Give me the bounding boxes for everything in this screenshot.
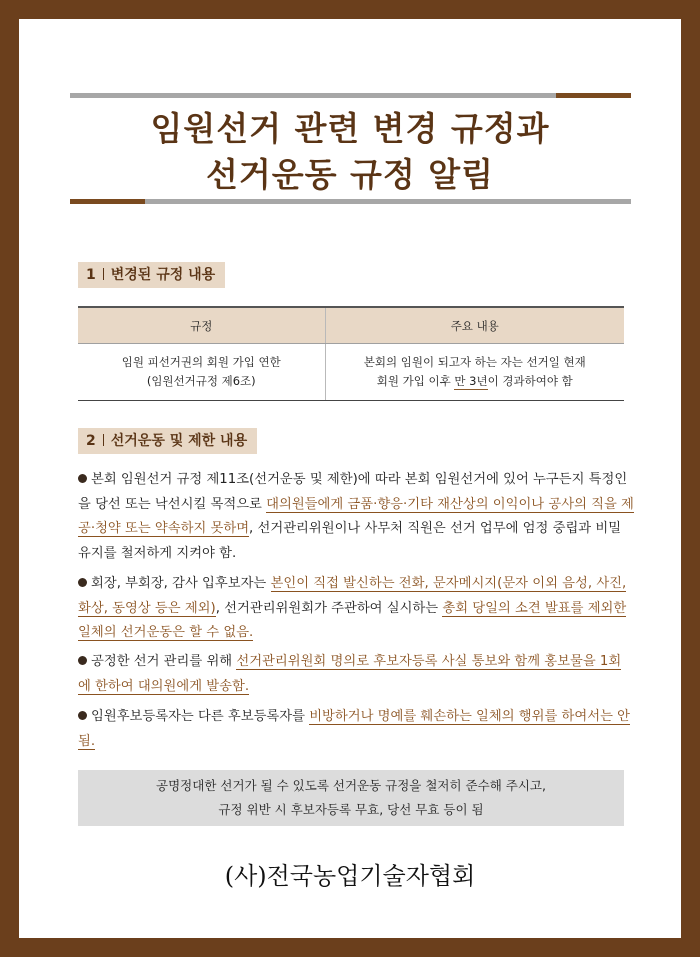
section-2-heading [78, 428, 257, 454]
bullet-1-text-a: 본회 임원선거 규정 제11조(선거운동 및 제한)에 따라 본회 임원선거에 있어 누구든지 특정인을 당선 또는 낙선시킬 목적으로 [78, 472, 628, 512]
rule-line-1: 임원 피선거권의 회원 가입 연한 [121, 355, 281, 369]
content-line-2 [327, 372, 624, 391]
bullet-4-highlight: 비방하거나 명예를 훼손하는 일체의 행위를 하여서는 안 됨. [78, 709, 630, 749]
section-2-number: 2 [86, 433, 96, 449]
bullet-dot-icon [78, 578, 87, 587]
bottom-rule-gray [145, 199, 631, 204]
content-line-2-pre: 회원 가입 이후 [376, 374, 455, 388]
section-1-heading [78, 262, 225, 288]
bullet-dot-icon [78, 656, 87, 665]
table-cell-content [325, 344, 624, 401]
content-line-1: 본회의 임원이 되고자 하는 자는 선거일 현재 [363, 355, 586, 369]
notice-box [78, 770, 624, 826]
section-1-title: 변경된 규정 내용 [110, 267, 216, 283]
title-line-1: 임원선거 관련 변경 규정과 [150, 109, 550, 148]
rule-line-2: (임원선거규정 제6조) [146, 374, 256, 388]
title-line-2: 선거운동 규정 알림 [205, 155, 494, 194]
bullet-3-text-a: 공정한 선거 관리를 위해 [91, 654, 237, 669]
bullet-item-4 [78, 705, 634, 754]
bullet-3-highlight: 선거관리위원회 명의로 후보자등록 사실 통보와 함께 홍보물을 1회에 한하여 대의원에게 발송함. [78, 654, 622, 694]
bullet-item-1 [78, 468, 634, 566]
section-divider [103, 268, 104, 280]
bullet-item-3 [78, 650, 634, 699]
table-header-row [78, 307, 624, 344]
bullet-2-text-c: , 선거관리위원회가 주관하여 실시하는 [215, 600, 443, 616]
page-title [0, 106, 700, 198]
section-divider [103, 434, 104, 446]
table-header-rule: 규정 [78, 307, 325, 344]
organization-name: (사)전국농업기술자협회 [224, 862, 476, 890]
notice-line-2: 규정 위반 시 후보자등록 무효, 당선 무효 등이 됨 [218, 802, 484, 817]
top-rule-gray [70, 93, 556, 98]
bullet-item-2 [78, 572, 634, 646]
table-cell-rule [78, 344, 325, 401]
section-2-title: 선거운동 및 제한 내용 [110, 433, 248, 449]
bullet-dot-icon [78, 711, 87, 720]
bullet-1-text-c: , 선거관리위원이나 사무처 직원은 선거 업무에 엄정 중립과 비밀 유지를 철저하게 지켜야 함. [78, 521, 622, 561]
rules-table [78, 306, 624, 401]
bullet-2-highlight-1: 본인이 직접 발신하는 전화, 문자메시지(문자 이외 음성, 사진, 화상, 동영상 등은 제외) [78, 576, 627, 616]
content-line-2-highlight: 만 3년 [454, 374, 488, 388]
bullet-2-text-a: 회장, 부회장, 감사 입후보자는 [91, 576, 271, 591]
table-header-content: 주요 내용 [325, 307, 624, 344]
notice-line-1: 공명정대한 선거가 될 수 있도록 선거운동 규정을 철저히 준수해 주시고, [156, 778, 546, 793]
bullet-1-highlight: 대의원들에게 금품·향응·기타 재산상의 이익이나 공사의 직을 제공·청약 또는 약속하지 못하며 [78, 496, 634, 536]
section-1-number: 1 [86, 267, 96, 283]
content-line-2-post: 이 경과하여야 함 [487, 374, 573, 388]
table-row [78, 344, 624, 401]
bullet-dot-icon [78, 474, 87, 483]
bullet-2-highlight-2: 총회 당일의 소견 발표를 제외한 일체의 선거운동은 할 수 없음. [78, 600, 627, 640]
top-rule-brown [556, 93, 631, 98]
bottom-rule-brown [70, 199, 145, 204]
bullet-4-text-a: 임원후보등록자는 다른 후보등록자를 [91, 709, 310, 724]
